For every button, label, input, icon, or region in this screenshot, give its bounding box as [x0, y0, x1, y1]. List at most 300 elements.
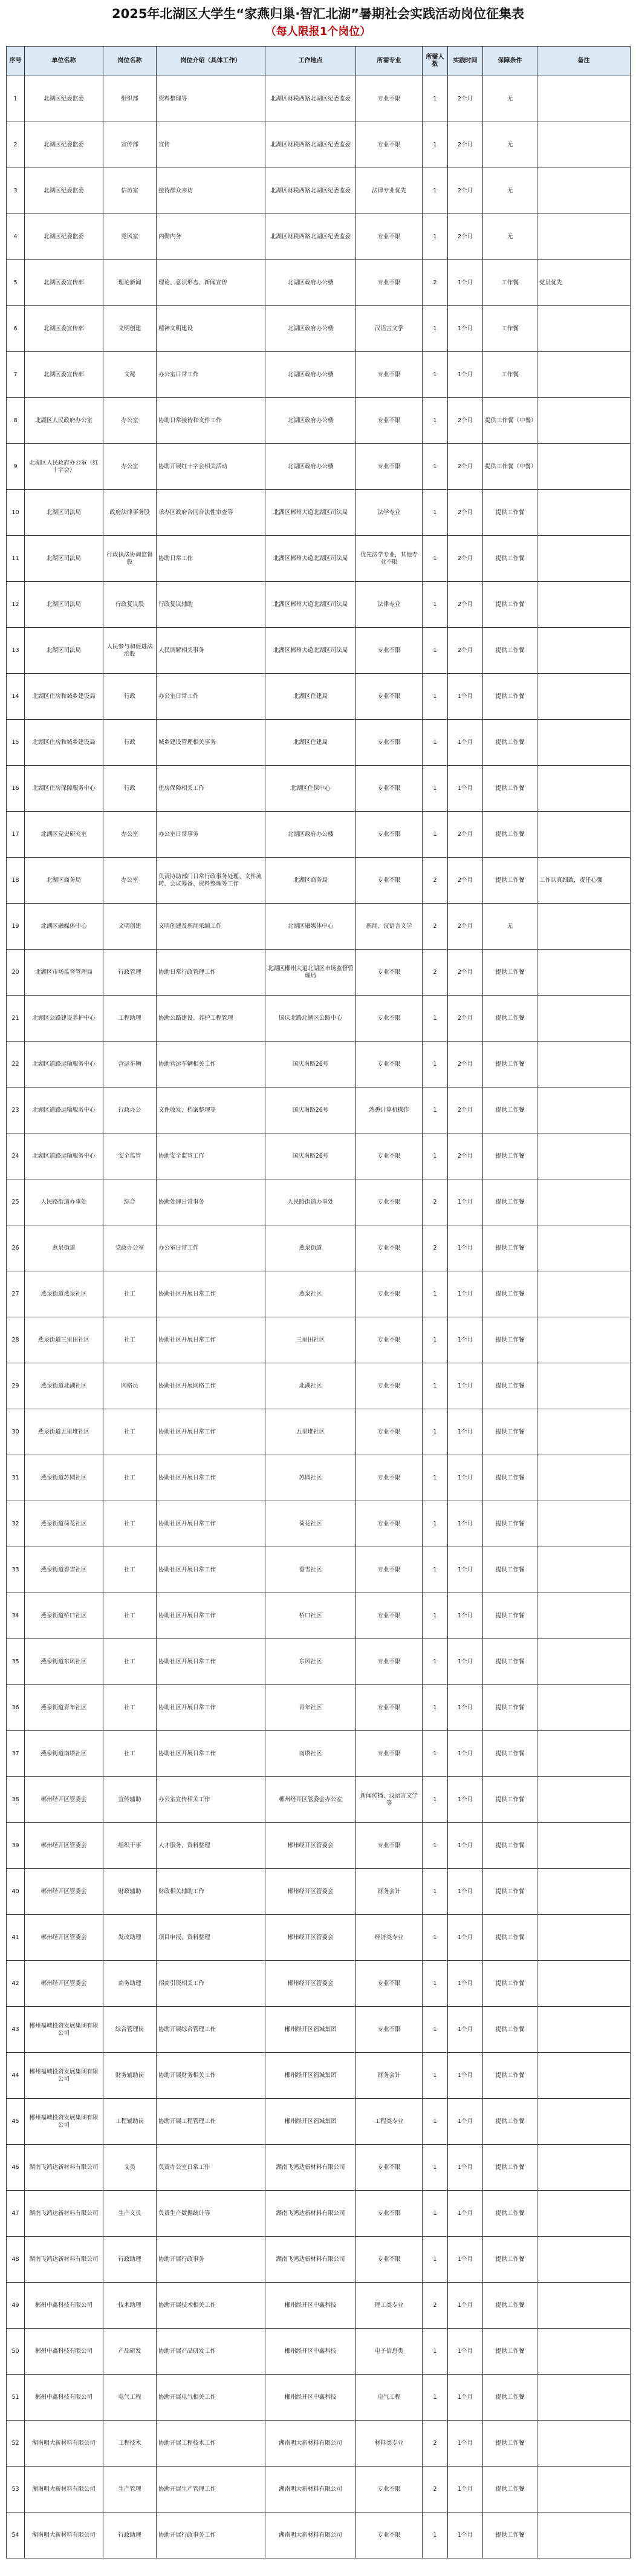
cell-cond: 提供工作餐 [483, 1685, 537, 1731]
cell-no: 6 [7, 306, 25, 352]
cell-major: 财务会计 [356, 2053, 423, 2099]
cell-major: 法学专业 [356, 490, 423, 536]
cell-unit: 北湖区司法局 [25, 628, 103, 674]
cell-post: 政府法律事务股 [103, 490, 157, 536]
table-row [7, 1915, 631, 1961]
cell-major: 熟悉计算机操作 [356, 1087, 423, 1133]
cell-major: 工程类专业 [356, 2099, 423, 2145]
cell-post: 文明创建 [103, 306, 157, 352]
cell-cond: 提供工作餐 [483, 1593, 537, 1639]
cell-desc: 文明创建及新闻采编工作 [157, 904, 265, 950]
cell-cond: 无 [483, 214, 537, 260]
cell-unit: 郴州经开区管委会 [25, 1915, 103, 1961]
cell-post: 文秘 [103, 352, 157, 398]
table-row [7, 1961, 631, 2007]
cell-time: 2个月 [448, 214, 483, 260]
cell-unit: 北湖区道路运输服务中心 [25, 1133, 103, 1179]
header-num: 所需人数 [423, 47, 448, 76]
cell-num: 2 [423, 2467, 448, 2512]
cell-post: 财政辅助 [103, 1869, 157, 1915]
cell-desc: 协助开展电气相关工作 [157, 2375, 265, 2421]
cell-note: 党员优先 [537, 260, 631, 306]
cell-time: 2个月 [448, 168, 483, 214]
cell-no: 25 [7, 1179, 25, 1225]
table-row [7, 1271, 631, 1317]
table-header-row [7, 47, 631, 76]
cell-num: 1 [423, 766, 448, 812]
table-row [7, 582, 631, 628]
cell-cond: 提供工作餐 [483, 1961, 537, 2007]
cell-note [537, 398, 631, 444]
cell-post: 行政管理 [103, 950, 157, 996]
cell-time: 1个月 [448, 1179, 483, 1225]
cell-major: 电子信息类 [356, 2329, 423, 2375]
table-row [7, 1317, 631, 1363]
cell-time: 1个月 [448, 674, 483, 720]
cell-desc: 资料整理等 [157, 76, 265, 122]
cell-cond: 提供工作餐 [483, 1639, 537, 1685]
cell-cond: 提供工作餐 [483, 996, 537, 1042]
cell-cond: 工作餐 [483, 352, 537, 398]
cell-no: 9 [7, 444, 25, 490]
cell-post: 理论新闻 [103, 260, 157, 306]
cell-post: 商务助理 [103, 1961, 157, 2007]
cell-place: 湖南明大新材料有限公司 [265, 2421, 356, 2467]
cell-post: 行政复议股 [103, 582, 157, 628]
cell-place: 郴州经开区管委会 [265, 1823, 356, 1869]
cell-cond: 提供工作餐 [483, 2421, 537, 2467]
table-row [7, 2145, 631, 2191]
cell-note [537, 1501, 631, 1547]
cell-major: 专业不限 [356, 1179, 423, 1225]
cell-major: 专业不限 [356, 858, 423, 904]
cell-cond: 提供工作餐（中餐） [483, 444, 537, 490]
cell-unit: 郴州经开区管委会 [25, 1823, 103, 1869]
cell-cond: 提供工作餐 [483, 536, 537, 582]
cell-major: 专业不限 [356, 1271, 423, 1317]
cell-major: 专业不限 [356, 996, 423, 1042]
cell-post: 工程助理 [103, 996, 157, 1042]
cell-note [537, 1869, 631, 1915]
cell-cond: 提供工作餐 [483, 490, 537, 536]
cell-desc: 协助开展红十字会相关活动 [157, 444, 265, 490]
cell-place: 北湖区财税西路北湖区纪委监委 [265, 214, 356, 260]
table-row [7, 1547, 631, 1593]
cell-time: 1个月 [448, 2283, 483, 2329]
cell-note [537, 2099, 631, 2145]
cell-no: 21 [7, 996, 25, 1042]
cell-place: 荷花社区 [265, 1501, 356, 1547]
cell-place: 北湖区住保中心 [265, 766, 356, 812]
cell-no: 18 [7, 858, 25, 904]
cell-place: 郴州经开区管委会 [265, 1961, 356, 2007]
table-row [7, 904, 631, 950]
cell-post: 营运车辆 [103, 1042, 157, 1087]
cell-note [537, 2421, 631, 2467]
table-row [7, 122, 631, 168]
cell-major: 专业不限 [356, 2145, 423, 2191]
cell-major: 专业不限 [356, 628, 423, 674]
cell-major: 专业不限 [356, 76, 423, 122]
cell-unit: 燕泉街道 [25, 1225, 103, 1271]
cell-place: 桥口社区 [265, 1593, 356, 1639]
cell-note [537, 1409, 631, 1455]
cell-num: 1 [423, 2145, 448, 2191]
cell-note [537, 1271, 631, 1317]
cell-no: 10 [7, 490, 25, 536]
cell-desc: 办公室日常工作 [157, 674, 265, 720]
cell-major: 专业不限 [356, 214, 423, 260]
table-row [7, 858, 631, 904]
cell-num: 1 [423, 1915, 448, 1961]
cell-time: 2个月 [448, 122, 483, 168]
cell-cond: 无 [483, 122, 537, 168]
cell-time: 1个月 [448, 1731, 483, 1777]
table-row [7, 1133, 631, 1179]
cell-unit: 郴州经开区管委会 [25, 1777, 103, 1823]
cell-cond: 提供工作餐 [483, 1915, 537, 1961]
cell-unit: 郴州中鑫科技有限公司 [25, 2375, 103, 2421]
cell-post: 党政办公室 [103, 1225, 157, 1271]
cell-post: 工程技术 [103, 2421, 157, 2467]
cell-cond: 提供工作餐 [483, 720, 537, 766]
cell-desc: 负责办公室日常工作 [157, 2145, 265, 2191]
cell-post: 组织部 [103, 76, 157, 122]
table-row [7, 2283, 631, 2329]
cell-time: 2个月 [448, 904, 483, 950]
cell-num: 1 [423, 582, 448, 628]
cell-unit: 燕泉街道香雪社区 [25, 1547, 103, 1593]
cell-num: 1 [423, 1547, 448, 1593]
cell-note [537, 2191, 631, 2237]
cell-desc: 办公室日常事务 [157, 812, 265, 858]
cell-major: 专业不限 [356, 1409, 423, 1455]
cell-post: 社工 [103, 1271, 157, 1317]
cell-num: 2 [423, 2421, 448, 2467]
cell-desc: 住房保障相关工作 [157, 766, 265, 812]
cell-unit: 燕泉街道北湖社区 [25, 1363, 103, 1409]
table-row [7, 2375, 631, 2421]
table-row [7, 1777, 631, 1823]
table-row [7, 628, 631, 674]
cell-cond: 提供工作餐 [483, 1409, 537, 1455]
cell-no: 22 [7, 1042, 25, 1087]
cell-num: 1 [423, 1961, 448, 2007]
cell-note [537, 582, 631, 628]
cell-post: 社工 [103, 1501, 157, 1547]
cell-major: 专业不限 [356, 1455, 423, 1501]
cell-time: 1个月 [448, 720, 483, 766]
cell-num: 1 [423, 1455, 448, 1501]
cell-unit: 北湖区人民政府办公室 [25, 398, 103, 444]
cell-cond: 提供工作餐 [483, 1501, 537, 1547]
cell-major: 专业不限 [356, 1593, 423, 1639]
cell-place: 北湖区融媒体中心 [265, 904, 356, 950]
cell-major: 专业不限 [356, 2191, 423, 2237]
cell-major: 专业不限 [356, 720, 423, 766]
cell-place: 青年社区 [265, 1685, 356, 1731]
cell-desc: 文件收发、档案整理等 [157, 1087, 265, 1133]
cell-time: 1个月 [448, 2237, 483, 2283]
cell-no: 36 [7, 1685, 25, 1731]
cell-num: 2 [423, 1179, 448, 1225]
cell-no: 19 [7, 904, 25, 950]
cell-unit: 北湖区纪委监委 [25, 76, 103, 122]
cell-cond: 提供工作餐 [483, 2512, 537, 2558]
cell-desc: 宣传 [157, 122, 265, 168]
cell-time: 1个月 [448, 2007, 483, 2053]
cell-time: 1个月 [448, 1869, 483, 1915]
cell-note [537, 306, 631, 352]
cell-cond: 提供工作餐 [483, 2145, 537, 2191]
cell-unit: 北湖区纪委监委 [25, 214, 103, 260]
page-subtitle: （每人限报1个岗位） [265, 25, 371, 38]
cell-desc: 内勤内务 [157, 214, 265, 260]
cell-note [537, 1685, 631, 1731]
cell-post: 社工 [103, 1455, 157, 1501]
cell-major: 专业不限 [356, 1363, 423, 1409]
cell-num: 1 [423, 76, 448, 122]
cell-post: 社工 [103, 1317, 157, 1363]
cell-place: 北湖区政府办公楼 [265, 260, 356, 306]
cell-num: 1 [423, 214, 448, 260]
cell-num: 1 [423, 352, 448, 398]
table-row [7, 490, 631, 536]
table-row [7, 1823, 631, 1869]
cell-no: 46 [7, 2145, 25, 2191]
cell-place: 燕泉社区 [265, 1271, 356, 1317]
cell-major: 法律专业 [356, 582, 423, 628]
cell-time: 1个月 [448, 766, 483, 812]
cell-cond: 提供工作餐 [483, 1179, 537, 1225]
cell-time: 1个月 [448, 1685, 483, 1731]
table-row [7, 1409, 631, 1455]
cell-time: 1个月 [448, 1409, 483, 1455]
cell-major: 专业不限 [356, 1133, 423, 1179]
cell-post: 办公室 [103, 398, 157, 444]
cell-post: 党风室 [103, 214, 157, 260]
cell-cond: 提供工作餐 [483, 1777, 537, 1823]
cell-no: 1 [7, 76, 25, 122]
cell-unit: 湖南明大新材料有限公司 [25, 2512, 103, 2558]
cell-note [537, 2237, 631, 2283]
cell-place: 北湖社区 [265, 1363, 356, 1409]
table-row [7, 1685, 631, 1731]
cell-time: 1个月 [448, 2145, 483, 2191]
cell-desc: 负责生产数据统计等 [157, 2191, 265, 2237]
cell-note [537, 674, 631, 720]
cell-no: 8 [7, 398, 25, 444]
cell-cond: 提供工作餐 [483, 1363, 537, 1409]
cell-note [537, 1363, 631, 1409]
table-row [7, 2512, 631, 2558]
cell-note [537, 1042, 631, 1087]
cell-cond: 提供工作餐 [483, 766, 537, 812]
cell-no: 7 [7, 352, 25, 398]
table-row [7, 306, 631, 352]
cell-note [537, 996, 631, 1042]
cell-unit: 湖南飞鸿达新材料有限公司 [25, 2237, 103, 2283]
cell-time: 2个月 [448, 996, 483, 1042]
cell-desc: 协助开展综合管理工作 [157, 2007, 265, 2053]
cell-no: 45 [7, 2099, 25, 2145]
cell-note: 工作认真细致，责任心强 [537, 858, 631, 904]
cell-note [537, 352, 631, 398]
cell-desc: 财政相关辅助工作 [157, 1869, 265, 1915]
cell-num: 2 [423, 950, 448, 996]
cell-place: 郴州经开区福城集团 [265, 2007, 356, 2053]
cell-major: 汉语言文学 [356, 306, 423, 352]
table-row [7, 996, 631, 1042]
cell-major: 专业不限 [356, 1961, 423, 2007]
cell-post: 安全监管 [103, 1133, 157, 1179]
cell-note [537, 1087, 631, 1133]
cell-no: 27 [7, 1271, 25, 1317]
cell-note [537, 1823, 631, 1869]
cell-post: 行政助理 [103, 2512, 157, 2558]
cell-cond: 工作餐 [483, 260, 537, 306]
cell-num: 1 [423, 2007, 448, 2053]
cell-num: 1 [423, 536, 448, 582]
cell-no: 16 [7, 766, 25, 812]
cell-place: 郴州经开区中鑫科技 [265, 2375, 356, 2421]
cell-post: 办公室 [103, 444, 157, 490]
cell-post: 社工 [103, 1639, 157, 1685]
cell-major: 专业不限 [356, 2237, 423, 2283]
cell-no: 52 [7, 2421, 25, 2467]
cell-num: 1 [423, 168, 448, 214]
cell-no: 50 [7, 2329, 25, 2375]
cell-time: 1个月 [448, 306, 483, 352]
cell-cond: 提供工作餐 [483, 1271, 537, 1317]
cell-note [537, 2467, 631, 2512]
table-row [7, 260, 631, 306]
cell-num: 1 [423, 122, 448, 168]
table-row [7, 1179, 631, 1225]
cell-note [537, 1915, 631, 1961]
cell-note [537, 1133, 631, 1179]
cell-num: 1 [423, 398, 448, 444]
cell-unit: 燕泉街道苏园社区 [25, 1455, 103, 1501]
positions-table [6, 46, 631, 2558]
cell-note [537, 2375, 631, 2421]
cell-desc: 人民调解相关事务 [157, 628, 265, 674]
cell-no: 33 [7, 1547, 25, 1593]
cell-note [537, 1225, 631, 1271]
cell-place: 东风社区 [265, 1639, 356, 1685]
cell-post: 社工 [103, 1731, 157, 1777]
cell-no: 44 [7, 2053, 25, 2099]
cell-time: 1个月 [448, 352, 483, 398]
cell-cond: 提供工作餐 [483, 950, 537, 996]
cell-desc: 协助日常行政管理工作 [157, 950, 265, 996]
cell-time: 1个月 [448, 1961, 483, 2007]
cell-note [537, 2329, 631, 2375]
cell-num: 2 [423, 1225, 448, 1271]
table-row [7, 444, 631, 490]
cell-no: 28 [7, 1317, 25, 1363]
cell-cond: 提供工作餐 [483, 1455, 537, 1501]
table-row [7, 2099, 631, 2145]
cell-place: 湖南飞鸿达新材料有限公司 [265, 2191, 356, 2237]
cell-place: 国庆南路26号 [265, 1087, 356, 1133]
cell-no: 13 [7, 628, 25, 674]
cell-no: 3 [7, 168, 25, 214]
table-body [7, 76, 631, 2558]
cell-cond: 无 [483, 904, 537, 950]
cell-num: 2 [423, 260, 448, 306]
cell-place: 国庆北路北湖区公路中心 [265, 996, 356, 1042]
header-major: 所需专业 [356, 47, 423, 76]
header-unit: 单位名称 [25, 47, 103, 76]
cell-place: 北湖区政府办公楼 [265, 812, 356, 858]
cell-no: 24 [7, 1133, 25, 1179]
cell-cond: 提供工作餐 [483, 1225, 537, 1271]
cell-post: 办公室 [103, 858, 157, 904]
cell-no: 34 [7, 1593, 25, 1639]
cell-place: 北湖区商务局 [265, 858, 356, 904]
cell-desc: 协助开展行政事务 [157, 2237, 265, 2283]
cell-post: 文明创建 [103, 904, 157, 950]
cell-major: 材料类专业 [356, 2421, 423, 2467]
cell-unit: 北湖区住房和城乡建设局 [25, 720, 103, 766]
cell-time: 1个月 [448, 2099, 483, 2145]
cell-note [537, 766, 631, 812]
table-row [7, 674, 631, 720]
cell-major: 新闻传播、汉语言文学等 [356, 1777, 423, 1823]
cell-time: 2个月 [448, 1087, 483, 1133]
cell-post: 社工 [103, 1409, 157, 1455]
cell-place: 郴州经开区管委会 [265, 1915, 356, 1961]
cell-post: 社工 [103, 1685, 157, 1731]
cell-desc: 协助日常工作 [157, 536, 265, 582]
cell-post: 信访室 [103, 168, 157, 214]
cell-no: 41 [7, 1915, 25, 1961]
cell-time: 2个月 [448, 1042, 483, 1087]
cell-unit: 北湖区委宣传部 [25, 260, 103, 306]
cell-no: 48 [7, 2237, 25, 2283]
cell-place: 苏园社区 [265, 1455, 356, 1501]
cell-time: 1个月 [448, 1915, 483, 1961]
cell-unit: 郴州福城投资发展集团有限公司 [25, 2053, 103, 2099]
cell-desc: 办公室日常工作 [157, 1225, 265, 1271]
cell-no: 29 [7, 1363, 25, 1409]
cell-num: 1 [423, 1087, 448, 1133]
cell-num: 2 [423, 904, 448, 950]
cell-num: 1 [423, 1593, 448, 1639]
cell-desc: 协助开展产品研发工作 [157, 2329, 265, 2375]
cell-num: 1 [423, 2375, 448, 2421]
cell-time: 2个月 [448, 1133, 483, 1179]
cell-desc: 协助处理日常事务 [157, 1179, 265, 1225]
cell-post: 文员 [103, 2145, 157, 2191]
cell-note [537, 720, 631, 766]
cell-no: 37 [7, 1731, 25, 1777]
cell-place: 香雪社区 [265, 1547, 356, 1593]
cell-desc: 协助社区开展日常工作 [157, 1271, 265, 1317]
table-row [7, 536, 631, 582]
cell-post: 宣传辅助 [103, 1777, 157, 1823]
cell-major: 专业不限 [356, 674, 423, 720]
cell-num: 1 [423, 1823, 448, 1869]
cell-note [537, 168, 631, 214]
cell-num: 1 [423, 306, 448, 352]
cell-cond: 提供工作餐 [483, 812, 537, 858]
cell-time: 1个月 [448, 1777, 483, 1823]
cell-place: 郴州经开区管委会 [265, 1869, 356, 1915]
cell-note [537, 76, 631, 122]
cell-major: 专业不限 [356, 2467, 423, 2512]
